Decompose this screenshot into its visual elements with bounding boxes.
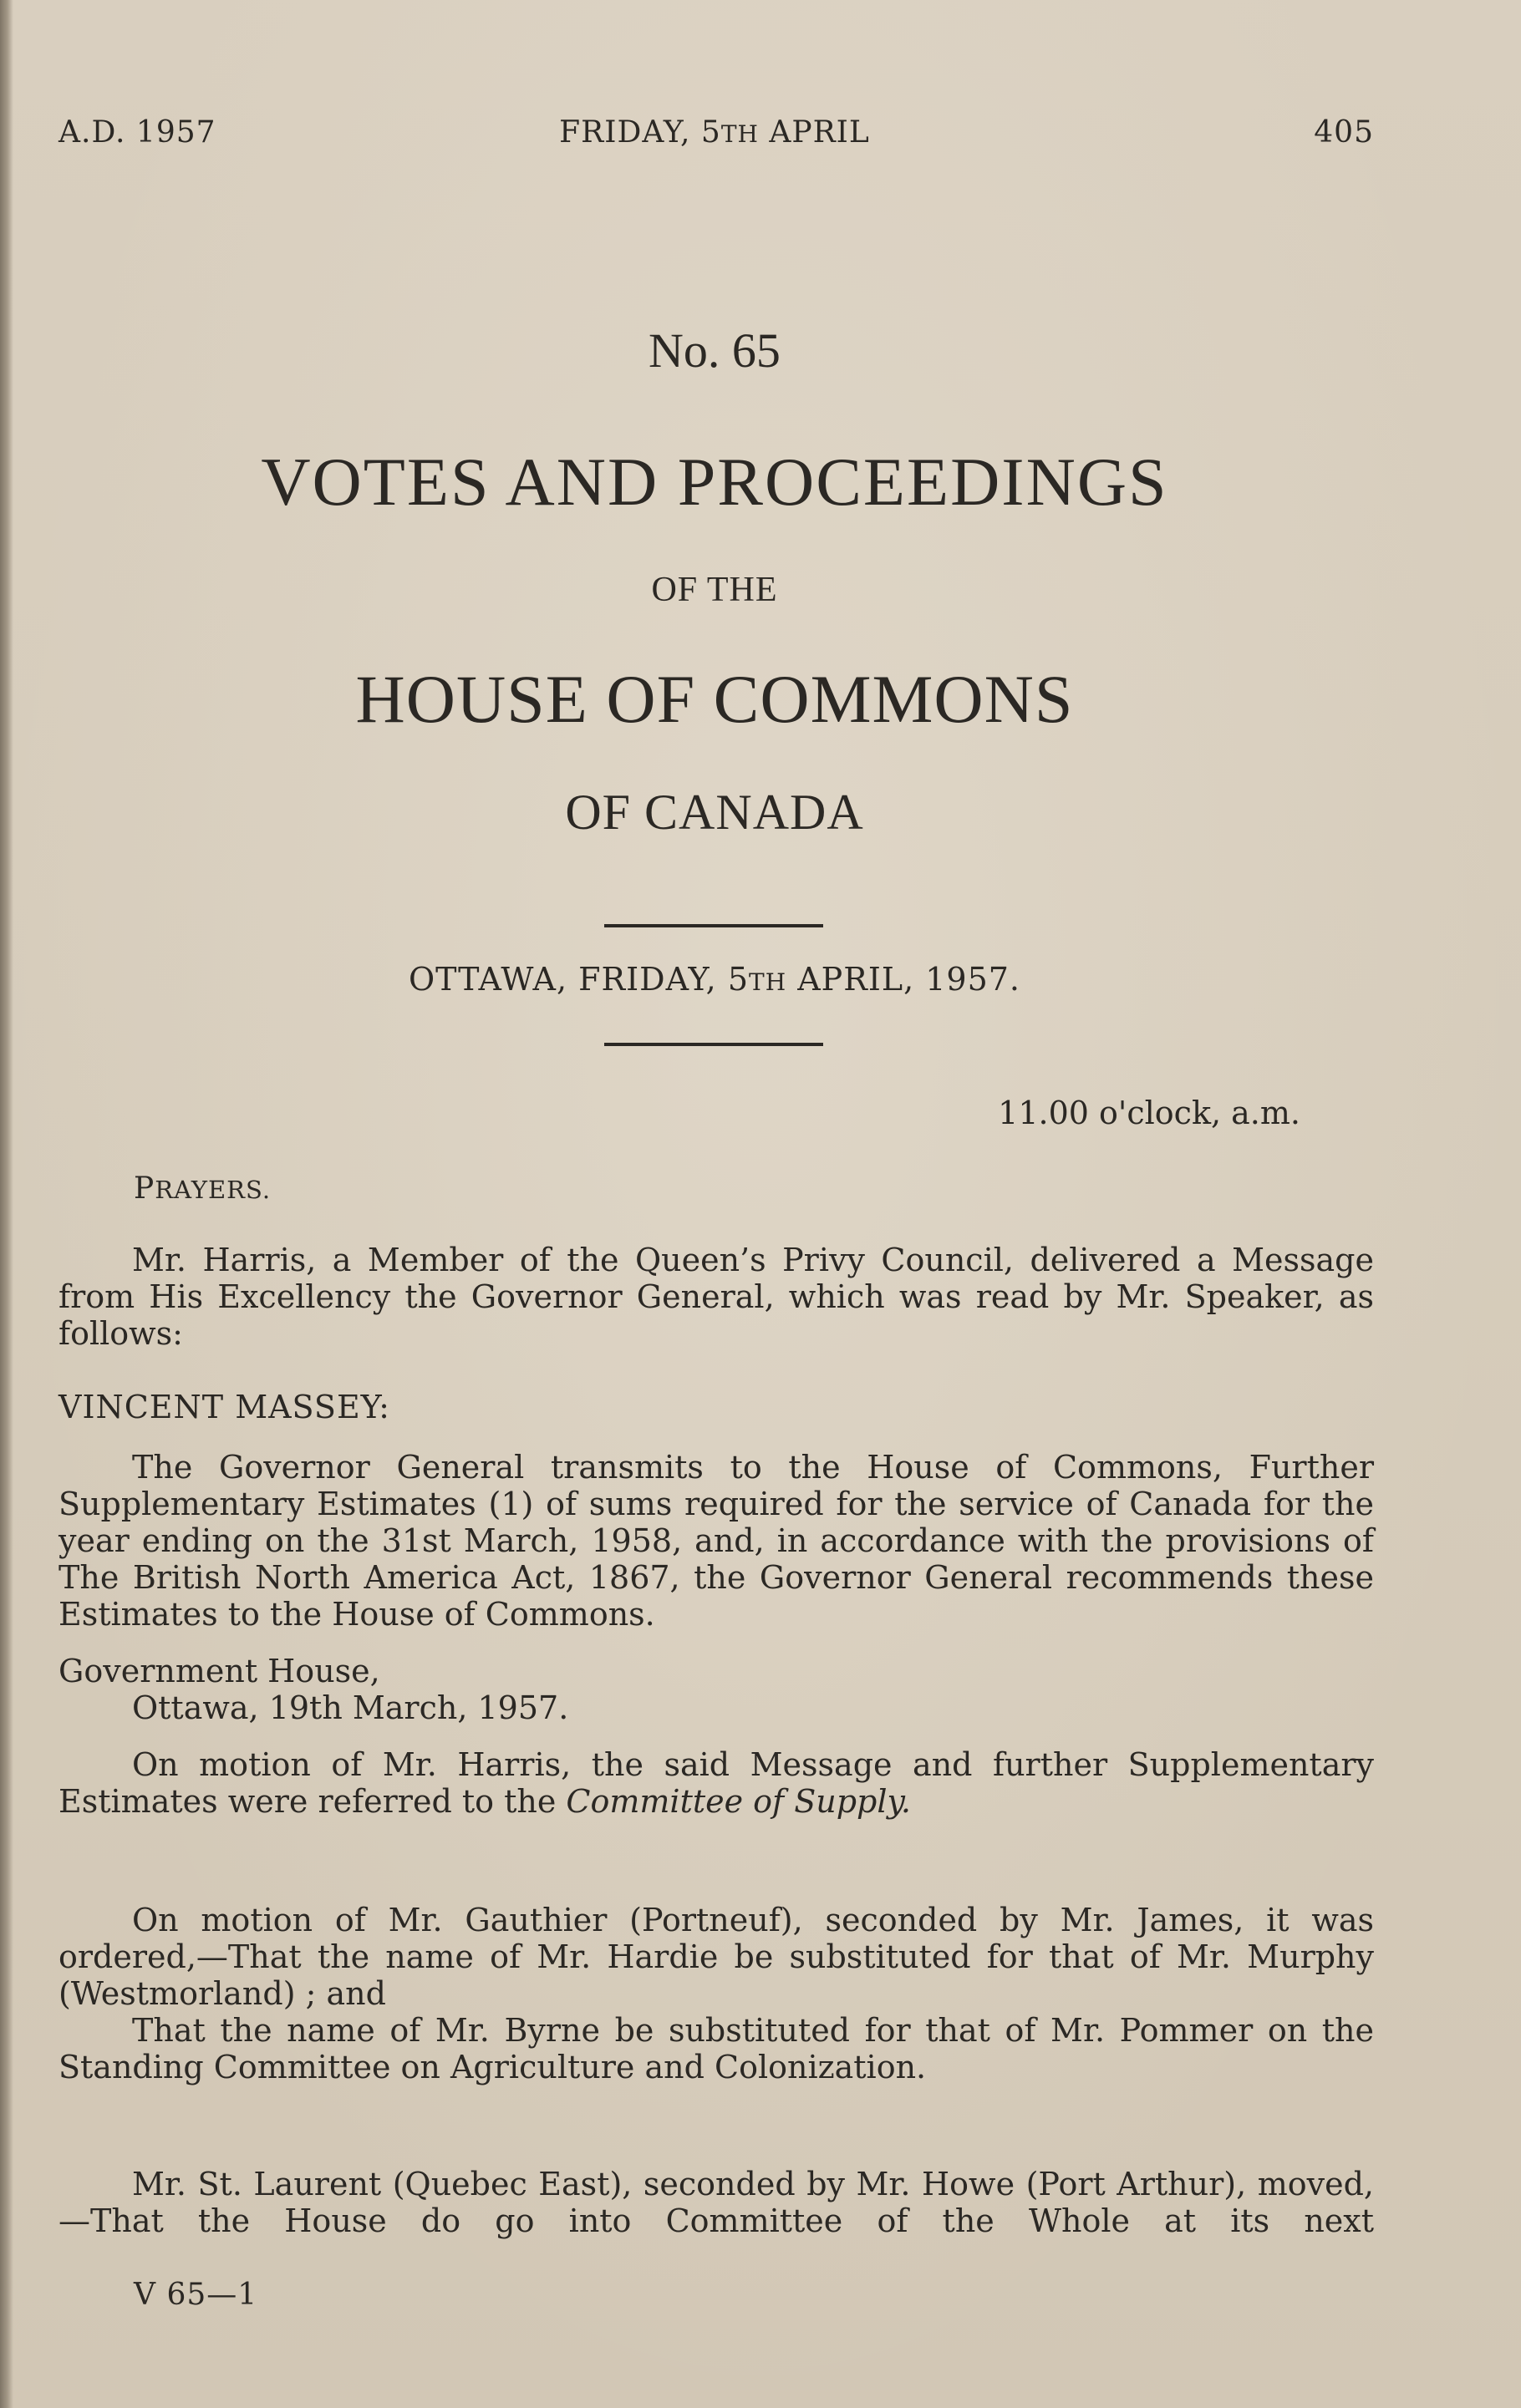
page-number: 405 [1314, 115, 1374, 150]
prayers-rest: RAYERS. [155, 1176, 272, 1204]
signatory-vincent-massey: VINCENT MASSEY: [58, 1389, 390, 1425]
dateline-prefix: OTTAWA, FRIDAY, [408, 961, 717, 998]
government-house-line: Government House, [58, 1653, 380, 1689]
paragraph-st-laurent-motion: Mr. St. Laurent (Quebec East), seconded by Mr. Howe (Port Arthur), moved,—That the House do go into Committee of the Whole at its next [58, 2166, 1374, 2239]
title-house-of-commons: HOUSE OF COMMONS [355, 661, 1074, 737]
prayers-initial: P [134, 1171, 155, 1206]
harris-motion-text: On motion of Mr. Harris, the said Message and further Supplementary Estimates were referred to the [58, 1746, 1374, 1820]
document-title: VOTES AND PROCEEDINGS [261, 444, 1168, 520]
paragraph-estimates-transmitted: The Governor General transmits to the House of Commons, Further Supplementary Estimates (1) of sums required for the service of Canada for the year ending on the 31st March, 1958, and, in accordance with the provisions of The British North America Act, 1867, the Governor General recommends these Estimates to the House of Commons. [58, 1449, 1374, 1633]
divider-rule-bottom [604, 1043, 823, 1046]
committee-of-supply: Committee of Supply. [566, 1783, 912, 1820]
government-house-date: Ottawa, 19th March, 1957. [132, 1689, 569, 1726]
sitting-time: 11.00 o'clock, a.m. [998, 1095, 1300, 1131]
issue-number: No. 65 [649, 323, 781, 378]
running-head-date-ordinal: TH [720, 120, 759, 148]
dateline-num: 5 [727, 961, 750, 998]
running-head-date [0, 115, 1429, 150]
dateline-ordinal: TH [749, 968, 787, 996]
running-head-date-prefix: FRIDAY, [559, 115, 691, 150]
title-of-canada: OF CANADA [565, 785, 864, 840]
divider-rule-top [604, 924, 823, 927]
paragraph-byrne-substitution: That the name of Mr. Byrne be substituted for that of Mr. Pommer on the Standing Committee on Agriculture and Colonization. [58, 2012, 1374, 2085]
government-house-address [58, 1653, 1374, 1726]
dateline [0, 961, 1429, 998]
prayers-heading [134, 1171, 271, 1206]
running-head-date-suffix: APRIL [769, 115, 870, 150]
running-head-year: A.D. 1957 [58, 115, 216, 150]
dateline-suffix: APRIL, 1957. [797, 961, 1021, 998]
paragraph-gauthier-motion: On motion of Mr. Gauthier (Portneuf), seconded by Mr. James, it was ordered,—That the name of Mr. Hardie be substituted for that of Mr. Murphy (Westmorland) ; and [58, 1902, 1374, 2012]
running-head-date-num: 5 [700, 115, 721, 150]
paragraph-harris-motion [58, 1746, 1374, 1820]
paragraph-harris-message: Mr. Harris, a Member of the Queen’s Privy Council, delivered a Message from His Excellency the Governor General, which was read by Mr. Speaker, as follows: [58, 1242, 1374, 1352]
signature-mark: V 65—1 [134, 2278, 258, 2312]
title-of-the: OF THE [651, 571, 778, 609]
